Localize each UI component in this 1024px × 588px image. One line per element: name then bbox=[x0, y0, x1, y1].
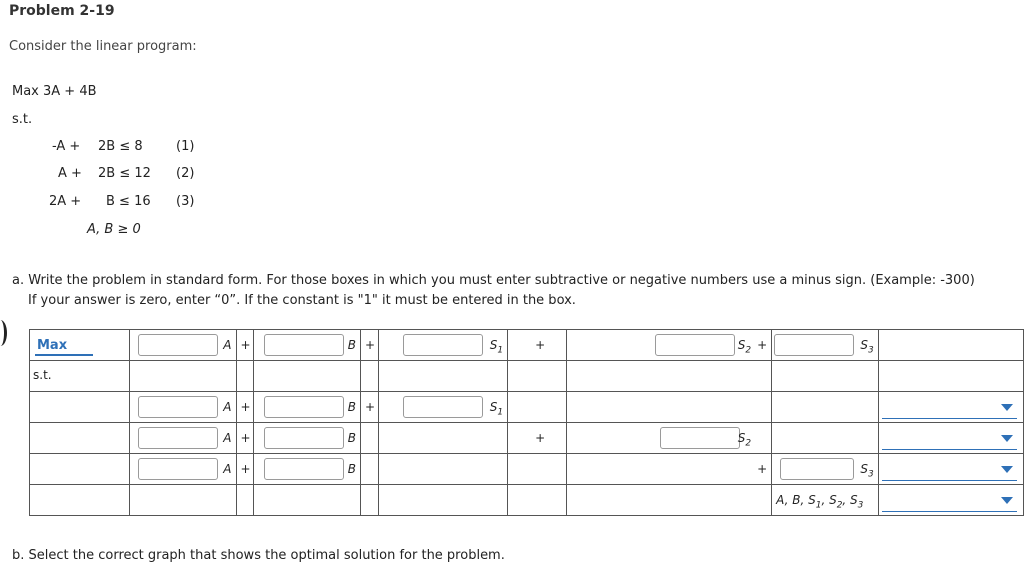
st-label: s.t. bbox=[33, 368, 52, 382]
obj-coef-b-input[interactable] bbox=[264, 334, 344, 356]
constraint-2-row bbox=[30, 423, 1024, 454]
plus-sign: + bbox=[535, 338, 546, 352]
chevron-down-icon[interactable] bbox=[1001, 497, 1013, 504]
chevron-down-icon[interactable] bbox=[1001, 466, 1013, 473]
objective-row bbox=[30, 330, 1024, 361]
c1-coef-b-input[interactable] bbox=[264, 396, 344, 418]
chevron-down-icon[interactable] bbox=[1001, 435, 1013, 442]
var-a-label: A bbox=[223, 338, 232, 352]
obj-coef-a-input[interactable] bbox=[138, 334, 218, 356]
constraint-1-lhs: -A + bbox=[52, 139, 81, 154]
obj-coef-s3-input[interactable] bbox=[774, 334, 854, 356]
var-s3-label: $S_3$ bbox=[860, 338, 874, 356]
var-a-label: A bbox=[223, 431, 232, 445]
left-edge-bracket bbox=[0, 320, 7, 346]
question-a-line1: a. Write the problem in standard form. For those boxes in which you must enter subtractive or negative numbers use a minus sign. (Example: -300) bbox=[12, 273, 975, 288]
var-b-label: B bbox=[347, 431, 357, 445]
constraint-1-row bbox=[30, 392, 1024, 423]
plus-sign: + bbox=[365, 400, 376, 414]
plus-sign: + bbox=[240, 462, 251, 476]
var-a-label: A bbox=[223, 462, 232, 476]
constraint-2-rhs: 2B ≤ 12 bbox=[98, 166, 151, 181]
nonneg-relation-dropdown[interactable] bbox=[882, 511, 1017, 512]
var-b-label: B bbox=[347, 400, 357, 414]
c2-coef-a-input[interactable] bbox=[138, 427, 218, 449]
intro-text: Consider the linear program: bbox=[9, 39, 197, 54]
constraint-2-number: (2) bbox=[176, 166, 195, 181]
chevron-down-icon[interactable] bbox=[1001, 404, 1013, 411]
question-b: b. Select the correct graph that shows the optimal solution for the problem. bbox=[12, 548, 505, 563]
c3-coef-a-input[interactable] bbox=[138, 458, 218, 480]
standard-form-table bbox=[29, 329, 1024, 516]
var-a-label: A bbox=[223, 400, 232, 414]
c1-coef-a-input[interactable] bbox=[138, 396, 218, 418]
nonnegativity-row bbox=[30, 485, 1024, 516]
plus-sign: + bbox=[240, 338, 251, 352]
plus-sign: + bbox=[757, 338, 768, 352]
var-s1-label: $S_1$ bbox=[489, 338, 504, 356]
c1-relation-dropdown[interactable] bbox=[882, 418, 1017, 419]
constraint-3-rhs: B ≤ 16 bbox=[106, 194, 151, 209]
constraint-3-row bbox=[30, 454, 1024, 485]
nonnegativity-constraint: A, B ≥ 0 bbox=[87, 222, 141, 237]
constraint-3-lhs: 2A + bbox=[49, 194, 82, 209]
plus-sign: + bbox=[240, 431, 251, 445]
nonneg-variables-label: A, B, $S_1$, $S_2$, $S_3$ bbox=[776, 493, 864, 511]
subject-to-label: s.t. bbox=[12, 112, 33, 127]
max-label: Max bbox=[37, 338, 68, 353]
subject-to-row bbox=[30, 361, 1024, 392]
var-s2-label: $S_2$ bbox=[737, 338, 752, 356]
c3-coef-b-input[interactable] bbox=[264, 458, 344, 480]
obj-coef-s2-input[interactable] bbox=[655, 334, 735, 356]
c2-coef-b-input[interactable] bbox=[264, 427, 344, 449]
obj-coef-s1-input[interactable] bbox=[403, 334, 483, 356]
plus-sign: + bbox=[535, 431, 546, 445]
var-s2-label: $S_2$ bbox=[737, 431, 752, 449]
constraint-1-rhs: 2B ≤ 8 bbox=[98, 139, 143, 154]
plus-sign: + bbox=[240, 400, 251, 414]
plus-sign: + bbox=[365, 338, 376, 352]
c2-coef-s2-input[interactable] bbox=[660, 427, 740, 449]
question-a-line2: If your answer is zero, enter “0”. If the constant is "1" it must be entered in the box. bbox=[28, 293, 576, 308]
constraint-3-number: (3) bbox=[176, 194, 195, 209]
c2-relation-dropdown[interactable] bbox=[882, 449, 1017, 450]
var-s3-label: $S_3$ bbox=[860, 462, 874, 480]
objective-function: Max 3A + 4B bbox=[12, 84, 97, 99]
c3-relation-dropdown[interactable] bbox=[882, 480, 1017, 481]
constraint-2-lhs: A + bbox=[58, 166, 82, 181]
question-a bbox=[12, 271, 975, 311]
max-underline bbox=[35, 354, 93, 356]
c3-coef-s3-input[interactable] bbox=[780, 458, 854, 480]
c1-coef-s1-input[interactable] bbox=[403, 396, 483, 418]
problem-title: Problem 2-19 bbox=[9, 3, 115, 19]
constraint-1-number: (1) bbox=[176, 139, 195, 154]
var-s1-label: $S_1$ bbox=[489, 400, 504, 418]
plus-sign: + bbox=[757, 462, 768, 476]
var-b-label: B bbox=[347, 462, 357, 476]
var-b-label: B bbox=[347, 338, 357, 352]
